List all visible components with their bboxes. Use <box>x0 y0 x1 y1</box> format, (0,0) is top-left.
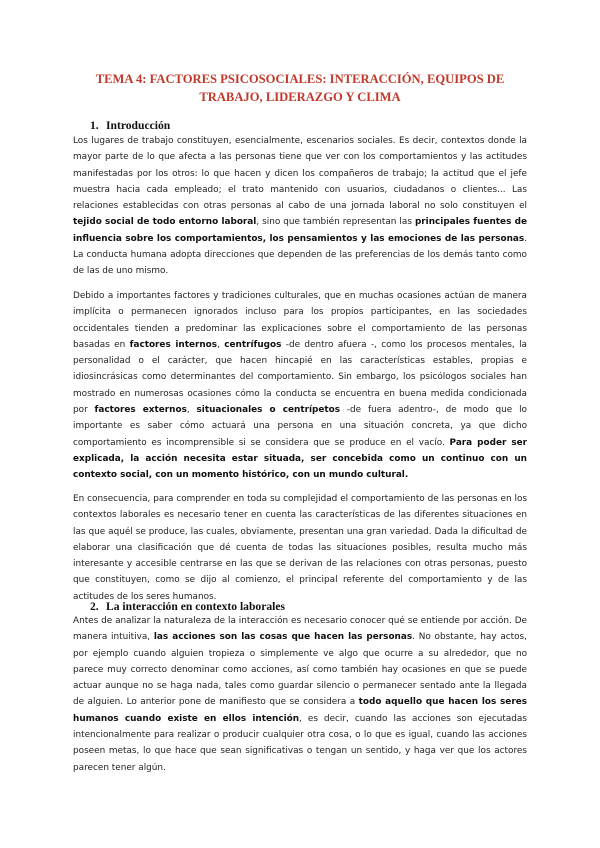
bold-text-run: centrífugos <box>224 339 282 350</box>
text-run: -de fuera adentro-, de modo que lo importante es saber cómo actuará una persona en una situación concreta, ya que dicho comportamiento es incomprensible si se considera que se produce en el vacío. <box>73 405 527 448</box>
section-number: 2. <box>90 600 99 613</box>
text-run: Antes de analizar la naturaleza de la interacción es necesario conocer qué se entiende por acción. De manera intuitiva, <box>73 616 527 643</box>
text-run: , sino que también representan las <box>256 217 415 228</box>
text-run: En consecuencia, para comprender en toda su complejidad el comportamiento de las personas en los contextos laborales es necesario tener en cuenta las características de las diferentes situaciones en las que aquél se produce, las cuales, obviamente, presentan una gran variedad. Dada la dificultad de elaborar una clasificación que dé cuenta de todas las situaciones posibles, resulta mucho más interesante y accesible centrarse en las que se derivan de las relaciones con otras personas, puesto que constituyen, como se dijo al comienzo, el principal referente del comportamiento y de las actitudes de los seres humanos. <box>73 494 527 602</box>
paragraph <box>73 613 527 776</box>
text-run: -de dentro afuera -, como los procesos mentales, la personalidad o el carácter, que hacen hincapié en las características estables, propias e idiosincrásicas como determinantes del comportamiento. Sin embargo, los psicólogos sociales han mostrado en numerosas ocasiones cómo la conducta se encuentra en buena medida condicionada por <box>73 339 528 416</box>
bold-text-run: tejido social de todo entorno laboral <box>73 217 257 228</box>
text-run: , es decir, cuando las acciones son ejecutadas intencionalmente para realizar o producir cualquier otra cosa, o lo que es igual, cuando las acciones poseen metas, lo que hace que sean significativas o tengan un sentido, y haga ver que los actores parecen tener algún. <box>73 713 527 773</box>
text-run: Los lugares de trabajo constituyen, esencialmente, escenarios sociales. Es decir, contextos donde la mayor parte de lo que afecta a las personas tiene que ver con los comportamientos y las actitudes manifestadas por los otros: lo que hacen y dicen los compañeros de trabajo; la actitud que el jefe muestra hacia cada empleado; el trato mantenido con usuarios, ciudadanos o clientes... Las relaciones establecidas con otras personas al cabo de una jornada laboral no solo constituyen el <box>73 136 527 212</box>
text-run: . No obstante, hay actos, por ejemplo cuando alguien tropieza o simplemente ve algo que ocurre a su alrededor, que no parece muy correcto denominar como acciones, así como también hay ocasiones en que se puede actuar aunque no se haga nada, tales como guardar silencio o permanecer sentado ante la llegada de alguien. Lo anterior pone de manifiesto que se considera a <box>73 632 527 708</box>
section-heading-introduccion <box>90 119 170 133</box>
bold-text-run: las acciones son las cosas que hacen las personas <box>153 632 413 643</box>
text-run: , <box>217 339 225 350</box>
section-heading-interaccion <box>90 600 285 614</box>
bold-text-run: principales fuentes de influencia sobre los comportamientos, los pensamientos y las emociones de las personas <box>73 217 527 244</box>
bold-text-run: situacionales o centrípetos <box>196 405 340 416</box>
section-title: La interacción en contexto laborales <box>106 600 286 613</box>
bold-text-run: todo aquello que hacen los seres humanos cuando existe en ellos intención <box>73 697 527 724</box>
paragraph <box>73 288 527 484</box>
paragraph <box>73 491 527 605</box>
text-run: . La conducta humana adopta direcciones que dependen de las preferencias de los demás tanto como de las de uno mismo. <box>73 233 527 277</box>
text-run: Debido a importantes factores y tradiciones culturales, que en muchas ocasiones actúan de manera implícita o permanecen ignorados incluso para los propios participantes, en las sociedades occidentales tienden a predominar las explicaciones sobre el comportamiento de las personas basadas en <box>73 291 527 350</box>
bold-text-run: factores externos <box>94 405 187 416</box>
section-number: 1. <box>90 119 99 132</box>
bold-text-run: Para poder ser explicada, la acción necesita estar situada, ser concebida como un continuo con un contexto social, con un momento histórico, con un mundo cultural. <box>73 437 527 481</box>
bold-text-run: factores internos <box>129 339 218 350</box>
document-title: TEMA 4: FACTORES PSICOSOCIALES: INTERACCIÓN, EQUIPOS DE TRABAJO, LIDERAZGO Y CLIMA <box>95 72 505 104</box>
paragraph <box>73 133 527 280</box>
text-run: , <box>186 405 197 416</box>
section-title: Introducción <box>106 119 171 132</box>
